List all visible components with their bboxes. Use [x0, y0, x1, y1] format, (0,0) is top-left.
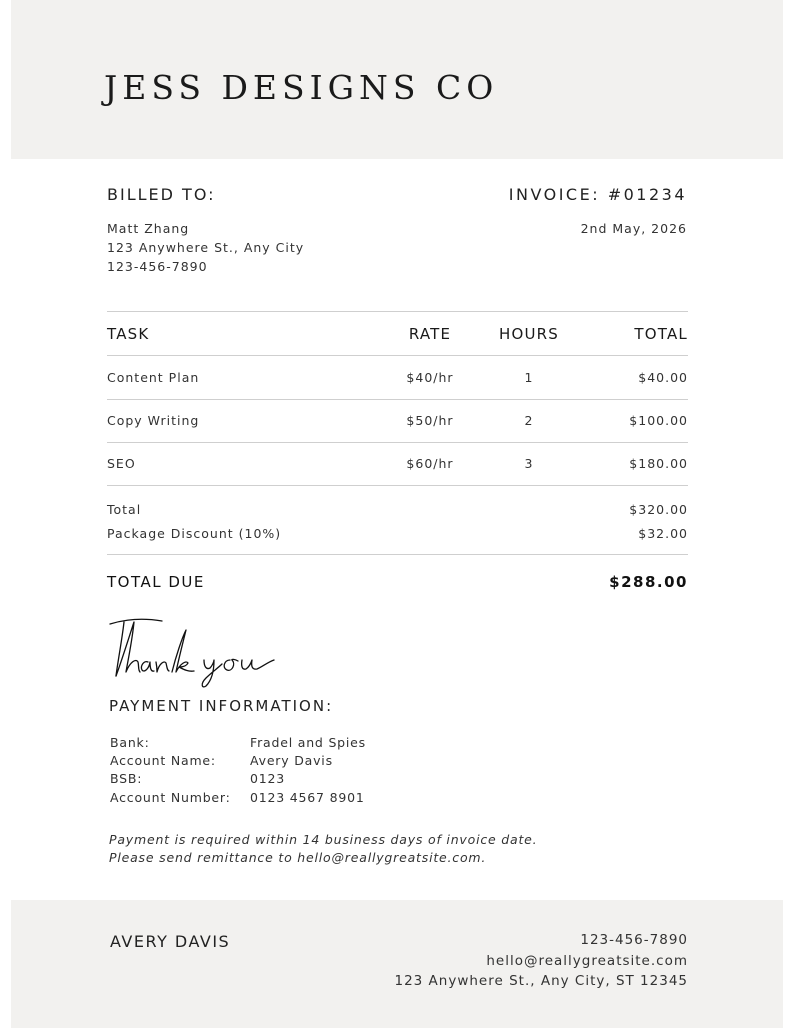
row-hours: 1: [524, 370, 534, 385]
header-hours: HOURS: [498, 325, 559, 343]
account-name-value: Avery Davis: [250, 753, 333, 768]
summary-divider: [107, 554, 688, 555]
row-total: $100.00: [629, 413, 688, 428]
subtotal-value: $320.00: [629, 502, 688, 517]
client-name: Matt Zhang: [107, 221, 190, 236]
billed-to-label: BILLED TO:: [107, 185, 216, 204]
bsb-label: BSB:: [110, 771, 143, 786]
subtotal-label: Total: [107, 502, 142, 517]
table-top-divider: [107, 311, 688, 312]
client-address: 123 Anywhere St., Any City: [107, 240, 305, 255]
account-name-label: Account Name:: [110, 753, 216, 768]
total-due-label: TOTAL DUE: [107, 573, 205, 591]
table-bottom-divider: [107, 485, 688, 486]
header-divider: [107, 355, 688, 356]
account-number-value: 0123 4567 8901: [250, 790, 365, 805]
row-task: Content Plan: [107, 370, 200, 385]
payment-heading: PAYMENT INFORMATION:: [109, 697, 334, 715]
row-task: Copy Writing: [107, 413, 200, 428]
company-name: JESS DESIGNS CO: [104, 68, 499, 107]
bsb-value: 0123: [250, 771, 286, 786]
row-task: SEO: [107, 456, 136, 471]
total-due-value: $288.00: [609, 573, 688, 591]
footer-email: hello@reallygreatsite.com: [486, 953, 688, 969]
footer-phone: 123-456-7890: [580, 932, 688, 948]
footer-address: 123 Anywhere St., Any City, ST 12345: [394, 973, 688, 989]
discount-label: Package Discount (10%): [107, 526, 282, 541]
row-rate: $60/hr: [406, 456, 454, 471]
payment-note-line-2: Please send remittance to hello@reallygreatsite.com.: [109, 850, 487, 865]
account-number-label: Account Number:: [110, 790, 231, 805]
header-task: TASK: [107, 325, 150, 343]
bank-label: Bank:: [110, 735, 150, 750]
invoice-number: INVOICE: #01234: [508, 185, 687, 204]
row-hours: 2: [524, 413, 534, 428]
header-rate: RATE: [408, 325, 452, 343]
thank-you-signature: [104, 612, 284, 690]
discount-value: $32.00: [638, 526, 688, 541]
row-rate: $50/hr: [406, 413, 454, 428]
payment-note-line-1: Payment is required within 14 business days of invoice date.: [109, 832, 538, 847]
row-divider: [107, 442, 688, 443]
header-total: TOTAL: [634, 325, 688, 343]
row-hours: 3: [524, 456, 534, 471]
row-total: $180.00: [629, 456, 688, 471]
bank-value: Fradel and Spies: [250, 735, 366, 750]
row-rate: $40/hr: [406, 370, 454, 385]
footer-name: AVERY DAVIS: [110, 932, 231, 951]
invoice-date: 2nd May, 2026: [580, 221, 687, 236]
client-phone: 123-456-7890: [107, 259, 208, 274]
row-total: $40.00: [638, 370, 688, 385]
row-divider: [107, 399, 688, 400]
